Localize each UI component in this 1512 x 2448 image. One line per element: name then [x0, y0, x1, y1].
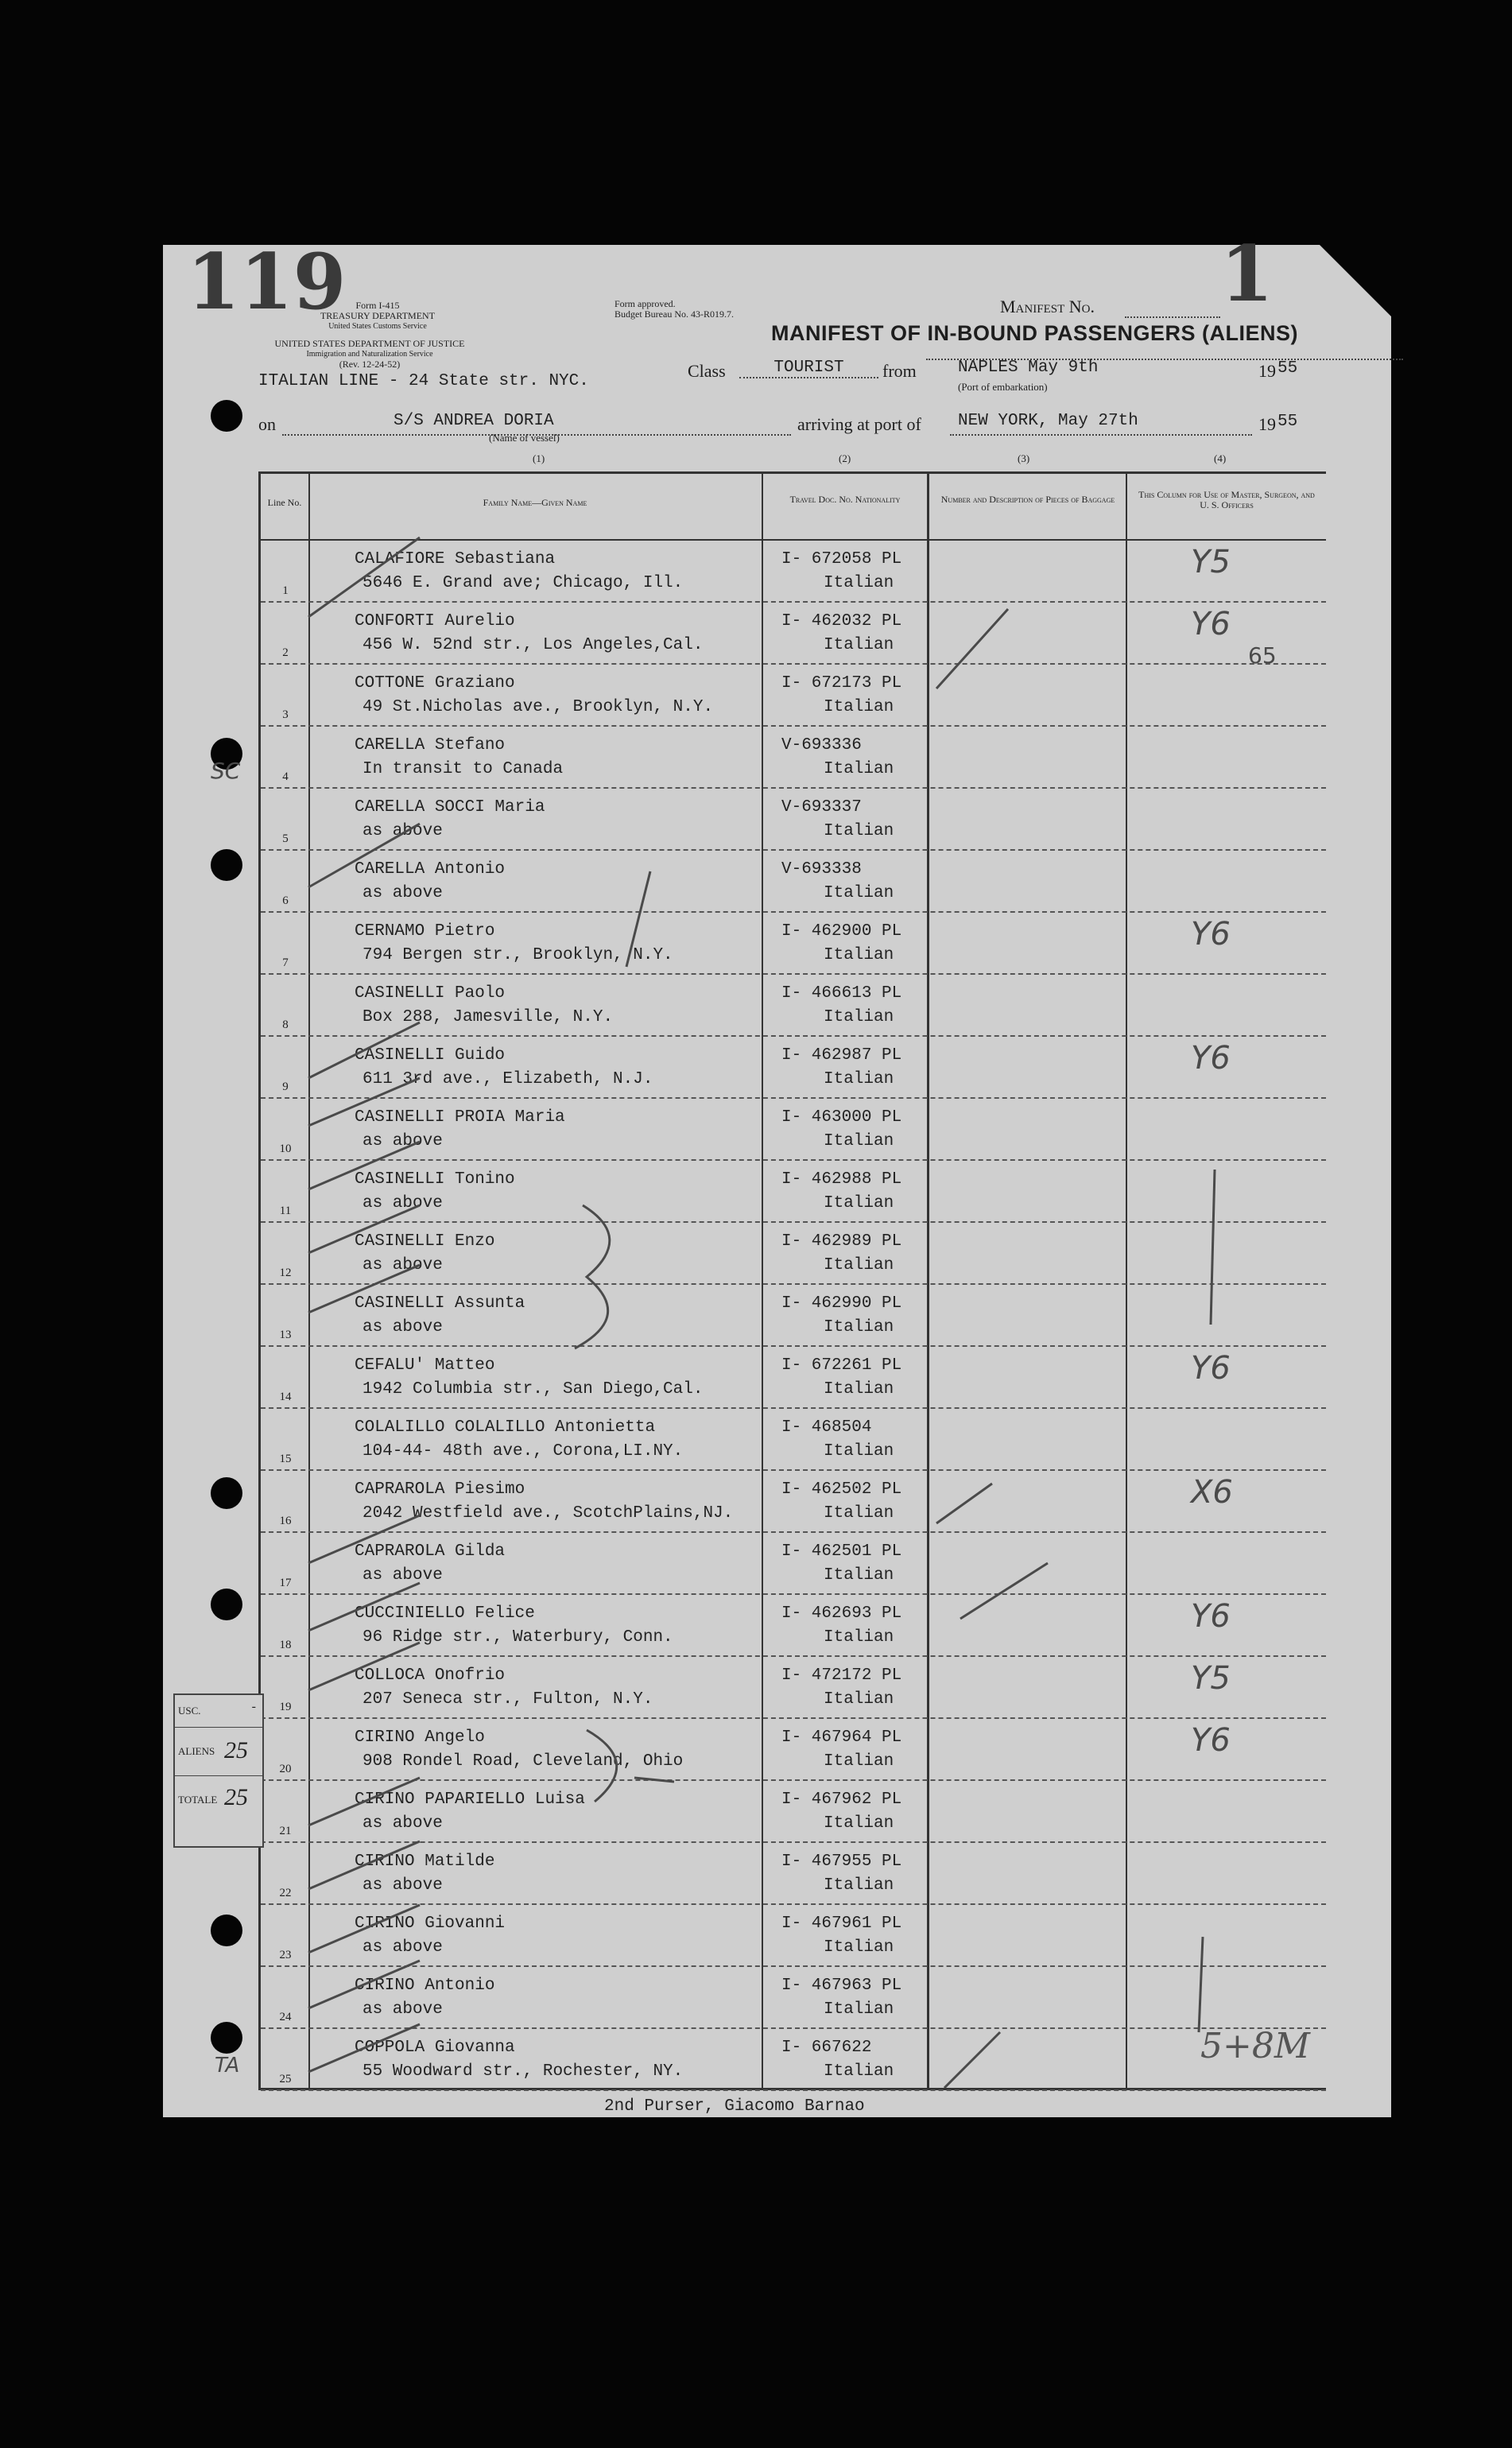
officer-mark: Y6	[1191, 1040, 1231, 1077]
header-name: Family Name—Given Name	[483, 497, 587, 508]
aliens-value: 25	[224, 1737, 248, 1763]
passenger-address: as above	[362, 1814, 443, 1833]
passenger-table	[258, 471, 1326, 2090]
travel-doc-number: I- 462990 PL	[781, 1294, 902, 1313]
passenger-name: COLALILLO COLALILLO Antonietta	[355, 1418, 656, 1437]
travel-doc-number: I- 467964 PL	[781, 1728, 902, 1747]
travel-doc-number: V-693336	[781, 736, 862, 755]
passenger-address: as above	[362, 1566, 443, 1585]
nationality: Italian	[824, 1566, 894, 1585]
arriving-label: arriving at port of	[797, 414, 921, 434]
sheet-folded-corner	[1320, 245, 1391, 316]
travel-doc-number: I- 672058 PL	[781, 550, 902, 568]
manifest-no-line	[1125, 316, 1220, 318]
passenger-address: 49 St.Nicholas ave., Brooklyn, N.Y.	[362, 698, 714, 716]
nationality: Italian	[824, 1008, 894, 1026]
aliens-row	[175, 1728, 262, 1776]
binder-hole	[211, 400, 242, 432]
officer-mark: Y5	[1191, 544, 1231, 580]
travel-doc-number: I- 467962 PL	[781, 1790, 902, 1809]
travel-doc-number: I- 462502 PL	[781, 1480, 902, 1499]
vessel-name: S/S ANDREA DORIA	[394, 412, 554, 430]
travel-doc-number: I- 467955 PL	[781, 1852, 902, 1871]
line-number: 4	[282, 770, 289, 783]
justice-dept: UNITED STATES DEPARTMENT OF JUSTICE	[274, 338, 465, 349]
treasury-dept: TREASURY DEPARTMENT	[320, 310, 436, 321]
nationality: Italian	[824, 1752, 894, 1771]
travel-doc-number: I- 463000 PL	[781, 1108, 902, 1127]
line-number: 11	[279, 1205, 292, 1217]
passenger-name: COPPOLA Giovanna	[355, 2039, 515, 2057]
binder-hole	[211, 1589, 242, 1620]
passenger-address: Box 288, Jamesville, N.Y.	[362, 1008, 614, 1026]
line-number: 15	[279, 1453, 292, 1465]
line-number: 17	[279, 1577, 292, 1589]
passenger-name: CALAFIORE Sebastiana	[355, 550, 556, 568]
aliens-label: ALIENS	[178, 1745, 215, 1757]
arriving-line	[950, 434, 1252, 436]
purser-signature-line: 2nd Purser, Giacomo Barnao	[604, 2097, 865, 2116]
line-number: 8	[282, 1018, 289, 1031]
officer-mark: X6	[1191, 1474, 1233, 1511]
header-line-no: Line No.	[267, 497, 302, 508]
binder-hole	[211, 1915, 242, 1946]
nationality: Italian	[824, 1318, 894, 1337]
form-approved: Form approved.	[614, 298, 676, 309]
nationality: Italian	[824, 1256, 894, 1274]
line-number: 10	[279, 1143, 292, 1155]
col-number-4: (4)	[1214, 452, 1227, 464]
usc-row	[175, 1695, 262, 1728]
passenger-name: CARELLA SOCCI Maria	[355, 798, 545, 817]
officer-mark: Y6	[1191, 1598, 1231, 1635]
year-value-2: 55	[1277, 413, 1298, 431]
line-number: 20	[279, 1763, 292, 1775]
nationality: Italian	[824, 636, 894, 654]
travel-doc-number: I- 467963 PL	[781, 1977, 902, 1995]
col-number-2: (2)	[839, 452, 851, 464]
passenger-name: CONFORTI Aurelio	[355, 612, 515, 630]
passenger-name: CARELLA Stefano	[355, 736, 506, 755]
vessel-caption: (Name of vessel)	[489, 432, 560, 444]
passenger-name: CASINELLI Tonino	[355, 1170, 515, 1189]
margin-mark-ta: TA	[215, 2054, 240, 2078]
passenger-name: CIRINO Antonio	[355, 1977, 495, 1995]
passenger-name: COTTONE Graziano	[355, 674, 515, 693]
header-officers: This Column for Use of Master, Surgeon, and U. S. Officers	[1138, 489, 1315, 510]
nationality: Italian	[824, 574, 894, 592]
passenger-address: 104-44- 48th ave., Corona,LI.NY.	[362, 1442, 684, 1461]
embark-port: NAPLES May 9th	[958, 359, 1099, 377]
passenger-address: as above	[362, 2000, 443, 2019]
passenger-address: as above	[362, 1318, 443, 1337]
travel-doc-number: I- 672173 PL	[781, 674, 902, 693]
customs-service: United States Customs Service	[328, 322, 427, 331]
total-value: 25	[224, 1784, 248, 1810]
passenger-name: CAPRAROLA Gilda	[355, 1542, 506, 1561]
col-number-3: (3)	[1018, 452, 1030, 464]
officer-mark: Y6	[1191, 1722, 1231, 1759]
year-label: 19	[1258, 361, 1276, 381]
manifest-sheet	[163, 229, 1391, 2117]
margin-mark-sc: SC	[211, 758, 241, 784]
line-number: 16	[279, 1515, 292, 1527]
nationality: Italian	[824, 822, 894, 840]
passenger-address: 794 Bergen str., Brooklyn, N.Y.	[362, 946, 673, 964]
passenger-name: CIRINO Giovanni	[355, 1915, 506, 1933]
officer-mark: Y6	[1191, 606, 1231, 642]
line-number: 6	[282, 894, 289, 907]
passenger-address: as above	[362, 1132, 443, 1150]
nationality: Italian	[824, 1938, 894, 1957]
officer-mark: Y6	[1191, 916, 1231, 952]
travel-doc-number: I- 466613 PL	[781, 984, 902, 1003]
passenger-name: CIRINO Matilde	[355, 1852, 495, 1871]
passenger-address: as above	[362, 1938, 443, 1957]
line-number: 25	[279, 2073, 292, 2085]
arriving-value: NEW YORK, May 27th	[958, 412, 1138, 430]
passenger-address: as above	[362, 884, 443, 902]
passenger-address: as above	[362, 1256, 443, 1274]
nationality: Italian	[824, 1380, 894, 1399]
nationality: Italian	[824, 884, 894, 902]
nationality: Italian	[824, 2062, 894, 2081]
budget-bureau: Budget Bureau No. 43-R019.7.	[614, 308, 734, 320]
line-number: 13	[279, 1329, 292, 1341]
line-number: 3	[282, 708, 289, 721]
passenger-address: 96 Ridge str., Waterbury, Conn.	[362, 1628, 673, 1647]
manifest-number-stamp: 1	[1220, 229, 1274, 319]
nationality: Italian	[824, 698, 894, 716]
pen-annotations	[261, 474, 1326, 2088]
nationality: Italian	[824, 1876, 894, 1895]
binder-hole	[211, 1477, 242, 1509]
passenger-name: CAPRAROLA Piesimo	[355, 1480, 525, 1499]
line-number: 22	[279, 1887, 292, 1899]
passenger-address: 207 Seneca str., Fulton, N.Y.	[362, 1690, 653, 1709]
usc-value: -	[251, 1700, 256, 1713]
check-marks	[308, 537, 1215, 2088]
on-label: on	[258, 414, 276, 434]
line-number: 12	[279, 1267, 292, 1279]
passenger-address: 5646 E. Grand ave; Chicago, Ill.	[362, 574, 684, 592]
passenger-name: CASINELLI Guido	[355, 1046, 506, 1065]
travel-doc-number: I- 462987 PL	[781, 1046, 902, 1065]
line-number: 24	[279, 2011, 292, 2023]
class-value: TOURIST	[739, 359, 878, 378]
nationality: Italian	[824, 946, 894, 964]
line-number: 18	[279, 1639, 292, 1651]
passenger-name: CASINELLI Enzo	[355, 1232, 495, 1251]
line-number: 5	[282, 832, 289, 845]
travel-doc-number: V-693338	[781, 860, 862, 879]
usc-label: USC.	[178, 1705, 201, 1717]
passenger-name: CIRINO Angelo	[355, 1728, 485, 1747]
travel-doc-number: I- 462501 PL	[781, 1542, 902, 1561]
travel-doc-number: I- 468504	[781, 1418, 872, 1437]
line-number: 7	[282, 956, 289, 969]
manifest-no-label: Manifest No.	[1000, 297, 1095, 316]
total-row	[175, 1776, 262, 1824]
passenger-name: CASINELLI Assunta	[355, 1294, 525, 1313]
officer-mark: Y5	[1191, 1660, 1231, 1697]
travel-doc-number: I- 467961 PL	[781, 1915, 902, 1933]
nationality: Italian	[824, 1814, 894, 1833]
binder-hole	[211, 2022, 242, 2054]
passenger-address: 611 3rd ave., Elizabeth, N.J.	[362, 1070, 653, 1088]
line-number: 21	[279, 1825, 292, 1837]
travel-doc-number: I- 462989 PL	[781, 1232, 902, 1251]
passenger-address: 2042 Westfield ave., ScotchPlains,NJ.	[362, 1504, 734, 1523]
passenger-address: In transit to Canada	[362, 760, 564, 778]
total-label: TOTALE	[178, 1794, 218, 1806]
travel-doc-number: I- 667622	[781, 2039, 872, 2057]
passenger-address: as above	[362, 822, 443, 840]
travel-doc-number: I- 462693 PL	[781, 1604, 902, 1623]
travel-doc-number: I- 462900 PL	[781, 922, 902, 941]
document-title: MANIFEST OF IN-BOUND PASSENGERS (ALIENS)	[771, 321, 1299, 345]
passenger-name: COLLOCA Onofrio	[355, 1666, 506, 1685]
nationality: Italian	[824, 1194, 894, 1212]
nationality: Italian	[824, 2000, 894, 2019]
nationality: Italian	[824, 1132, 894, 1150]
line-number: 14	[279, 1391, 292, 1403]
travel-doc-number: I- 462032 PL	[781, 612, 902, 630]
passenger-address: as above	[362, 1876, 443, 1895]
form-revision: (Rev. 12-24-52)	[339, 359, 401, 370]
sheet-number-stamp: 119	[187, 237, 347, 327]
nationality: Italian	[824, 1504, 894, 1523]
handwritten-note: 5+8M	[1200, 2026, 1310, 2066]
nationality: Italian	[824, 1070, 894, 1088]
passenger-name: CERNAMO Pietro	[355, 922, 495, 941]
nationality: Italian	[824, 1442, 894, 1461]
class-label: Class	[688, 361, 726, 381]
passenger-address: as above	[362, 1194, 443, 1212]
line-number: 2	[282, 646, 289, 659]
year-value: 55	[1277, 359, 1298, 378]
passenger-address: 908 Rondel Road, Cleveland, Ohio	[362, 1752, 684, 1771]
ins-service: Immigration and Naturalization Service	[306, 350, 433, 359]
travel-doc-number: V-693337	[781, 798, 862, 817]
passenger-name: CASINELLI PROIA Maria	[355, 1108, 565, 1127]
passenger-name: CUCCINIELLO Felice	[355, 1604, 535, 1623]
travel-doc-number: I- 472172 PL	[781, 1666, 902, 1685]
line-company: ITALIAN LINE - 24 State str. NYC.	[258, 372, 589, 390]
alien-tally-box	[173, 1693, 264, 1848]
line-number: 19	[279, 1701, 292, 1713]
col-number-1: (1)	[533, 452, 545, 464]
passenger-name: CIRINO PAPARIELLO Luisa	[355, 1790, 585, 1809]
passenger-name: CEFALU' Matteo	[355, 1356, 495, 1375]
passenger-address: 456 W. 52nd str., Los Angeles,Cal.	[362, 636, 704, 654]
nationality: Italian	[824, 1628, 894, 1647]
passenger-address: 1942 Columbia str., San Diego,Cal.	[362, 1380, 704, 1399]
passenger-address: 55 Woodward str., Rochester, NY.	[362, 2062, 684, 2081]
passenger-name: CASINELLI Paolo	[355, 984, 506, 1003]
line-number: 23	[279, 1949, 292, 1961]
nationality: Italian	[824, 760, 894, 778]
binder-hole	[211, 849, 242, 881]
header-doc: Travel Doc. No. Nationality	[789, 494, 901, 505]
passenger-name: CARELLA Antonio	[355, 860, 506, 879]
form-number: Form I-415	[355, 300, 400, 311]
from-label: from	[882, 361, 917, 381]
embark-caption: (Port of embarkation)	[958, 381, 1048, 393]
header-baggage: Number and Description of Pieces of Baggage	[940, 494, 1115, 505]
officer-mark: Y6	[1191, 1350, 1231, 1387]
nationality: Italian	[824, 1690, 894, 1709]
line-number: 9	[282, 1080, 289, 1093]
travel-doc-number: I- 672261 PL	[781, 1356, 902, 1375]
travel-doc-number: I- 462988 PL	[781, 1170, 902, 1189]
code-65: 65	[1248, 642, 1277, 669]
year-label-2: 19	[1258, 414, 1276, 434]
line-number: 1	[282, 584, 289, 597]
